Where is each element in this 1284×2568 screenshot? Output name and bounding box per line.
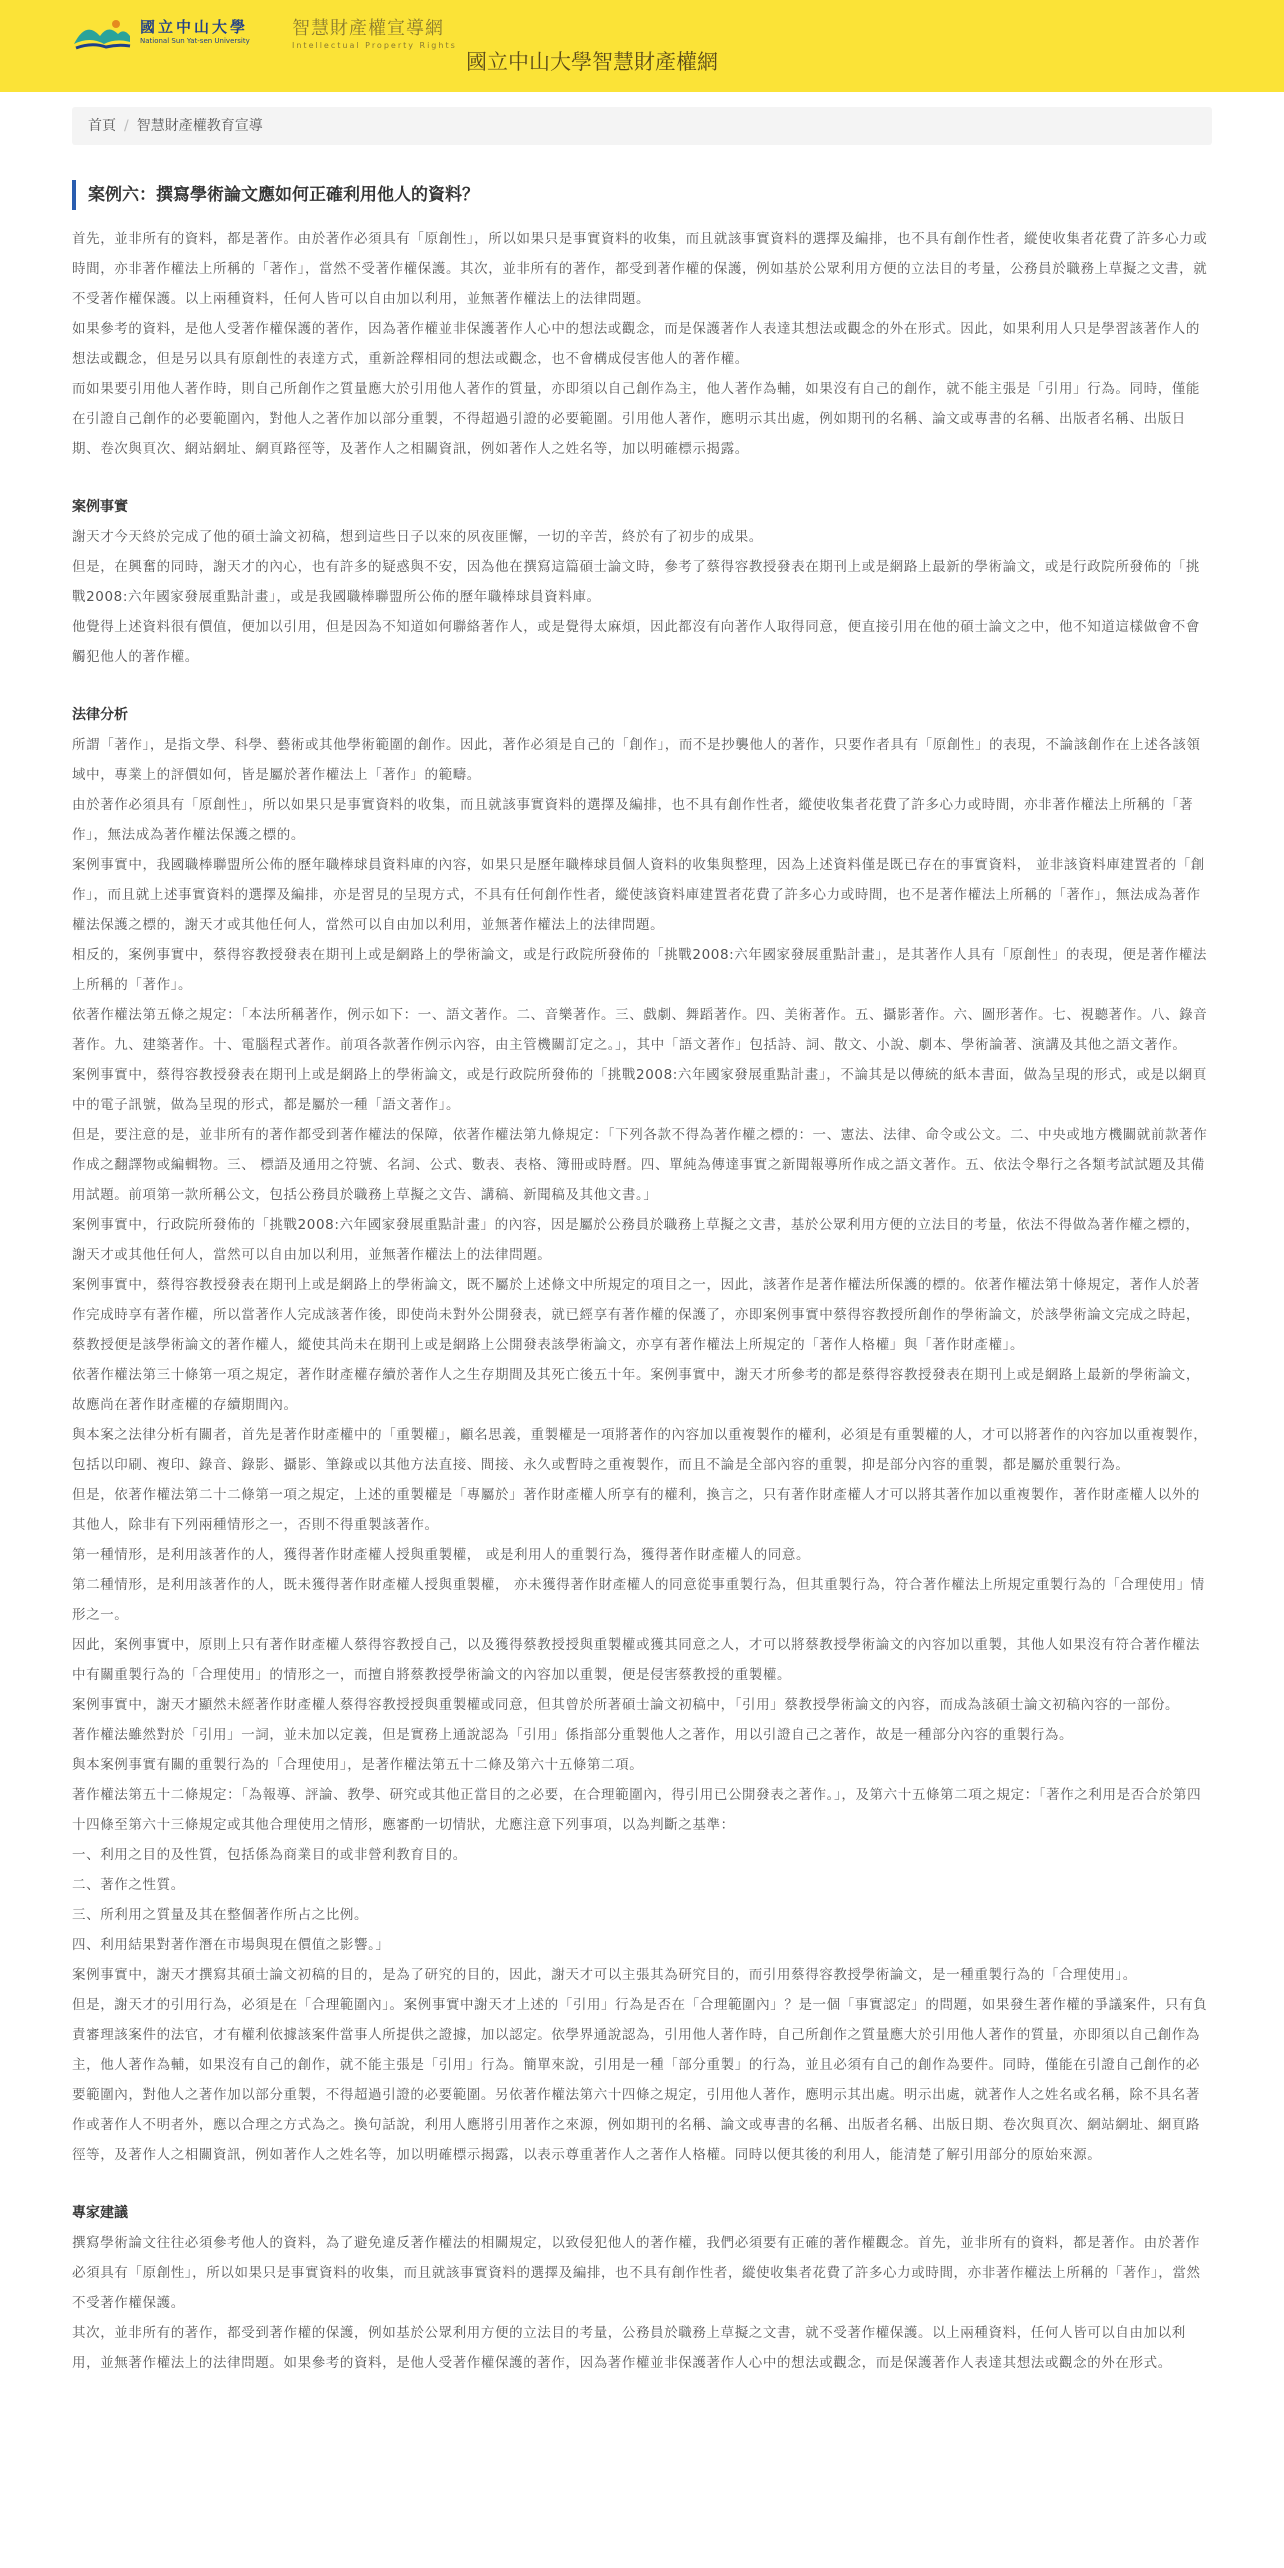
case-title: 案例六：撰寫學術論文應如何正確利用他人的資料？ xyxy=(72,180,1212,210)
analysis-paragraph: 案例事實中，蔡得容教授發表在期刊上或是網路上的學術論文，既不屬於上述條文中所規定的項目之一，因此，該著作是著作權法所保護的標的。依著作權法第十條規定，著作人於著作完成時享有著作權，所以當著作人完成該著作後，即使尚未對外公開發表，就已經享有著作權的保護了，亦即案例事實中蔡得容教授所創作的學術論文，於該學術論文完成之時起，蔡教授便是該學術論文的著作權人，縱使其尚未在期刊上或是網路上公開發表該學術論文，亦享有著作權法上所規定的「著作人格權」與「著作財產權」。 xyxy=(72,1277,1200,1353)
breadcrumb-separator: / xyxy=(124,118,129,134)
analysis-paragraph: 案例事實中，謝天才撰寫其碩士論文初稿的目的，是為了研究的目的，因此，謝天才可以主張其為研究目的，而引用蔡得容教授學術論文，是一種重製行為的「合理使用」。 xyxy=(72,1967,1137,1983)
analysis-paragraph: 但是，要注意的是，並非所有的著作都受到著作權法的保障，依著作權法第九條規定：「下列各款不得為著作權之標的：一、憲法、法律、命令或公文。二、中央或地方機關就前款著作作成之翻譯物或編輯物。三、 標語及通用之符號、名詞、公式、數表、表格、簿冊或時曆。四、單純為傳達事實之新聞報導所作成之語文著作。五、依法令舉行之各類考試試題及其備用試題。前項第一款所稱公文，包括公務員於職務上草擬之文告、講稿、新聞稿及其他文書。」 xyxy=(72,1127,1208,1203)
analysis-paragraph: 由於著作必須具有「原創性」，所以如果只是事實資料的收集，而且就該事實資料的選擇及編排，也不具有創作性者，縱使收集者花費了許多心力或時間，亦非著作權法上所稱的「著作」，無法成為著作權法保護之標的。 xyxy=(72,797,1194,843)
intro-section xyxy=(72,224,1212,464)
nsysu-emblem-icon xyxy=(72,14,132,54)
analysis-section xyxy=(72,700,1212,2170)
site-name-cn: 智慧財產權宣導網 xyxy=(292,18,444,39)
analysis-paragraph: 所謂「著作」，是指文學、科學、藝術或其他學術範圍的創作。因此，著作必須是自己的「創作」，而不是抄襲他人的著作，只要作者具有「原創性」的表現，不論該創作在上述各該領域中，專業上的評價如何，皆是屬於著作權法上「著作」的範疇。 xyxy=(72,737,1201,783)
analysis-paragraph: 因此，案例事實中，原則上只有著作財產權人蔡得容教授自己，以及獲得蔡教授授與重製權或獲其同意之人，才可以將蔡教授學術論文的內容加以重製，其他人如果沒有符合著作權法中有關重製行為的「合理使用」的情形之一，而擅自將蔡教授學術論文的內容加以重製，便是侵害蔡教授的重製權。 xyxy=(72,1637,1200,1683)
advice-paragraph: 其次，並非所有的著作，都受到著作權的保護，例如基於公眾利用方便的立法目的考量，公務員於職務上草擬之文書，就不受著作權保護。以上兩種資料，任何人皆可以自由加以利用，並無著作權法上的法律問題。如果參考的資料，是他人受著作權保護的著作，因為著作權並非保護著作人心中的想法或觀念，而是保護著作人表達其想法或觀念的外在形式。 xyxy=(72,2325,1186,2371)
analysis-paragraph: 案例事實中，我國職棒聯盟所公佈的歷年職棒球員資料庫的內容，如果只是歷年職棒球員個人資料的收集與整理，因為上述資料僅是既已存在的事實資料， 並非該資料庫建置者的「創作」，而且就上述事實資料的選擇及編排，亦是習見的呈現方式，不具有任何創作性者，縱使該資料庫建置者花費了許多心力或時間，也不是著作權法上所稱的「著作」，無法成為著作權法保護之標的，謝天才或其他任何人，當然可以自由加以利用，並無著作權法上的法律問題。 xyxy=(72,857,1205,933)
analysis-paragraph: 相反的，案例事實中，蔡得容教授發表在期刊上或是網路上的學術論文，或是行政院所發佈的「挑戰2008:六年國家發展重點計畫」，是其著作人具有「原創性」的表現，便是著作權法上所稱的「著作」。 xyxy=(72,947,1207,993)
analysis-paragraph: 著作權法第五十二條規定：「為報導、評論、教學、研究或其他正當目的之必要，在合理範圍內，得引用已公開發表之著作。」，及第六十五條第二項之規定：「著作之利用是否合於第四十四條至第六十三條規定或其他合理使用之情形，應審酌一切情狀，尤應注意下列事項，以為判斷之基準： xyxy=(72,1787,1202,1833)
intro-paragraph: 首先，並非所有的資料，都是著作。由於著作必須具有「原創性」，所以如果只是事實資料的收集，而且就該事實資料的選擇及編排，也不具有創作性者，縱使收集者花費了許多心力或時間，亦非著作權法上所稱的「著作」，當然不受著作權保護。其次，並非所有的著作，都受到著作權的保護，例如基於公眾利用方便的立法目的考量，公務員於職務上草擬之文書，就不受著作權保護。以上兩種資料，任何人皆可以自由加以利用，並無著作權法上的法律問題。 xyxy=(72,231,1208,307)
analysis-paragraph: 三、所利用之質量及其在整個著作所占之比例。 xyxy=(72,1907,369,1923)
breadcrumb-home-link[interactable]: 首頁 xyxy=(88,118,116,134)
analysis-paragraph: 二、著作之性質。 xyxy=(72,1877,185,1893)
site-name-en: Intellectual Property Rights xyxy=(292,41,457,50)
logo-name-en: National Sun Yat-sen University xyxy=(140,37,250,45)
facts-paragraph: 謝天才今天終於完成了他的碩士論文初稿，想到這些日子以來的夙夜匪懈，一切的辛苦，終於有了初步的成果。 xyxy=(72,529,763,545)
breadcrumb-current[interactable]: 智慧財產權教育宣導 xyxy=(136,118,263,134)
analysis-paragraph: 但是，謝天才的引用行為，必須是在「合理範圍內」。案例事實中謝天才上述的「引用」行為是否在「合理範圍內」？是一個「事實認定」的問題，如果發生著作權的爭議案件，只有負責審理該案件的法官，才有權利依據該案件當事人所提供之證據，加以認定。依學界通說認為，引用他人著作時，自己所創作之質量應大於引用他人著作的質量，亦即須以自己創作為主，他人著作為輔，如果沒有自己的創作，就不能主張是「引用」行為。簡單來說，引用是一種「部分重製」的行為，並且必須有自己的創作為要件。同時，僅能在引證自己創作的必要範圍內，對他人之著作加以部分重製，不得超過引證的必要範圍。另依著作權法第六十四條之規定，引用他人著作，應明示其出處。明示出處，就著作人之姓名或名稱，除不具名著作或著作人不明者外，應以合理之方式為之。換句話說，利用人應將引用著作之來源，例如期刊的名稱、論文或專書的名稱、出版者名稱、出版日期、卷次與頁次、網站網址、網頁路徑等，及著作人之相關資訊，例如著作人之姓名等，加以明確標示揭露，以表示尊重著作人之著作人格權。同時以便其後的利用人，能清楚了解引用部分的原始來源。 xyxy=(72,1997,1208,2163)
advice-section xyxy=(72,2198,1212,2378)
analysis-paragraph: 一、利用之目的及性質，包括係為商業目的或非營利教育目的。 xyxy=(72,1847,467,1863)
advice-heading: 專家建議 xyxy=(72,2205,128,2221)
breadcrumb xyxy=(72,107,1212,145)
analysis-paragraph: 四、利用結果對著作潛在市場與現在價值之影響。」 xyxy=(72,1937,390,1953)
analysis-paragraph: 依著作權法第三十條第一項之規定，著作財產權存續於著作人之生存期間及其死亡後五十年。案例事實中，謝天才所參考的都是蔡得容教授發表在期刊上或是網路上最新的學術論文，故應尚在著作財產權的存續期間內。 xyxy=(72,1367,1200,1413)
analysis-paragraph: 第一種情形，是利用該著作的人，獲得著作財產權人授與重製權， 或是利用人的重製行為，獲得著作財產權人的同意。 xyxy=(72,1547,811,1563)
article-content xyxy=(72,180,1212,2378)
analysis-paragraph: 案例事實中，行政院所發佈的「挑戰2008:六年國家發展重點計畫」的內容，因是屬於公務員於職務上草擬之文書，基於公眾利用方便的立法目的考量，依法不得做為著作權之標的，謝天才或其他任何人，當然可以自由加以利用，並無著作權法上的法律問題。 xyxy=(72,1217,1200,1263)
analysis-paragraph: 案例事實中，謝天才顯然未經著作財產權人蔡得容教授授與重製權或同意，但其曾於所著碩士論文初稿中，「引用」蔡教授學術論文的內容，而成為該碩士論文初稿內容的一部份。 xyxy=(72,1697,1180,1713)
analysis-paragraph: 但是，依著作權法第二十二條第一項之規定，上述的重製權是「專屬於」著作財產權人所享有的權利，換言之，只有著作財產權人才可以將其著作加以重複製作，著作財產權人以外的其他人，除非有下列兩種情形之一，否則不得重製該著作。 xyxy=(72,1487,1200,1533)
analysis-heading: 法律分析 xyxy=(72,707,128,723)
analysis-paragraph: 著作權法雖然對於「引用」一詞，並未加以定義，但是實務上通說認為「引用」係指部分重製他人之著作，用以引證自己之著作，故是一種部分內容的重製行為。 xyxy=(72,1727,1074,1743)
site-header xyxy=(0,0,1284,92)
intro-paragraph: 而如果要引用他人著作時，則自己所創作之質量應大於引用他人著作的質量，亦即須以自己創作為主，他人著作為輔，如果沒有自己的創作，就不能主張是「引用」行為。同時，僅能在引證自己創作的必要範圍內，對他人之著作加以部分重製，不得超過引證的必要範圍。引用他人著作，應明示其出處，例如期刊的名稱、論文或專書的名稱、出版者名稱、出版日期、卷次與頁次、網站網址、網頁路徑等，及著作人之相關資訊，例如著作人之姓名等，加以明確標示揭露。 xyxy=(72,381,1200,457)
site-title: 國立中山大學智慧財產權網 xyxy=(466,50,718,74)
logo-name-cn: 國立中山大學 xyxy=(140,18,249,36)
analysis-paragraph: 依著作權法第五條之規定：「本法所稱著作，例示如下：一、語文著作。二、音樂著作。三、戲劇、舞蹈著作。四、美術著作。五、攝影著作。六、圖形著作。七、視聽著作。八、錄音著作。九、建築著作。十、電腦程式著作。前項各款著作例示內容，由主管機關訂定之。」，其中「語文著作」包括詩、詞、散文、小說、劇本、學術論著、演講及其他之語文著作。 xyxy=(72,1007,1208,1053)
analysis-paragraph: 第二種情形，是利用該著作的人，既未獲得著作財產權人授與重製權， 亦未獲得著作財產權人的同意從事重製行為，但其重製行為，符合著作權法上所規定重製行為的「合理使用」情形之一。 xyxy=(72,1577,1205,1623)
analysis-paragraph: 與本案例事實有關的重製行為的「合理使用」，是著作權法第五十二條及第六十五條第二項。 xyxy=(72,1757,644,1773)
analysis-paragraph: 案例事實中，蔡得容教授發表在期刊上或是網路上的學術論文，或是行政院所發佈的「挑戰2008:六年國家發展重點計畫」，不論其是以傳統的紙本書面，做為呈現的形式，或是以網頁中的電子訊號，做為呈現的形式，都是屬於一種「語文著作」。 xyxy=(72,1067,1207,1113)
advice-paragraph: 撰寫學術論文往往必須參考他人的資料，為了避免違反著作權法的相關規定，以致侵犯他人的著作權，我們必須要有正確的著作權觀念。首先，並非所有的資料，都是著作。由於著作必須具有「原創性」，所以如果只是事實資料的收集，而且就該事實資料的選擇及編排，也不具有創作性者，縱使收集者花費了許多心力或時間，亦非著作權法上所稱的「著作」，當然不受著作權保護。 xyxy=(72,2235,1201,2311)
facts-paragraph: 但是，在興奮的同時，謝天才的內心，也有許多的疑惑與不安，因為他在撰寫這篇碩士論文時，參考了蔡得容教授發表在期刊上或是網路上最新的學術論文，或是行政院所發佈的「挑戰2008:六年國家發展重點計畫」，或是我國職棒聯盟所公佈的歷年職棒球員資料庫。 xyxy=(72,559,1200,605)
analysis-paragraph: 與本案之法律分析有關者，首先是著作財產權中的「重製權」，顧名思義，重製權是一項將著作的內容加以重複製作的權利，必須是有重製權的人，才可以將著作的內容加以重複製作，包括以印刷、複印、錄音、錄影、攝影、筆錄或以其他方法直接、間接、永久或暫時之重複製作，而且不論是全部內容的重製，抑是部分內容的重製，都是屬於重製行為。 xyxy=(72,1427,1208,1473)
site-brand[interactable] xyxy=(292,18,457,52)
facts-section xyxy=(72,492,1212,672)
university-logo[interactable] xyxy=(72,14,254,54)
facts-heading: 案例事實 xyxy=(72,499,128,515)
intro-paragraph: 如果參考的資料，是他人受著作權保護的著作，因為著作權並非保護著作人心中的想法或觀念，而是保護著作人表達其想法或觀念的外在形式。因此，如果利用人只是學習該著作人的想法或觀念，但是另以具有原創性的表達方式，重新詮釋相同的想法或觀念，也不會構成侵害他人的著作權。 xyxy=(72,321,1200,367)
facts-paragraph: 他覺得上述資料很有價值，便加以引用，但是因為不知道如何聯絡著作人，或是覺得太麻煩，因此都沒有向著作人取得同意，便直接引用在他的碩士論文之中，他不知道這樣做會不會觸犯他人的著作權。 xyxy=(72,619,1200,665)
